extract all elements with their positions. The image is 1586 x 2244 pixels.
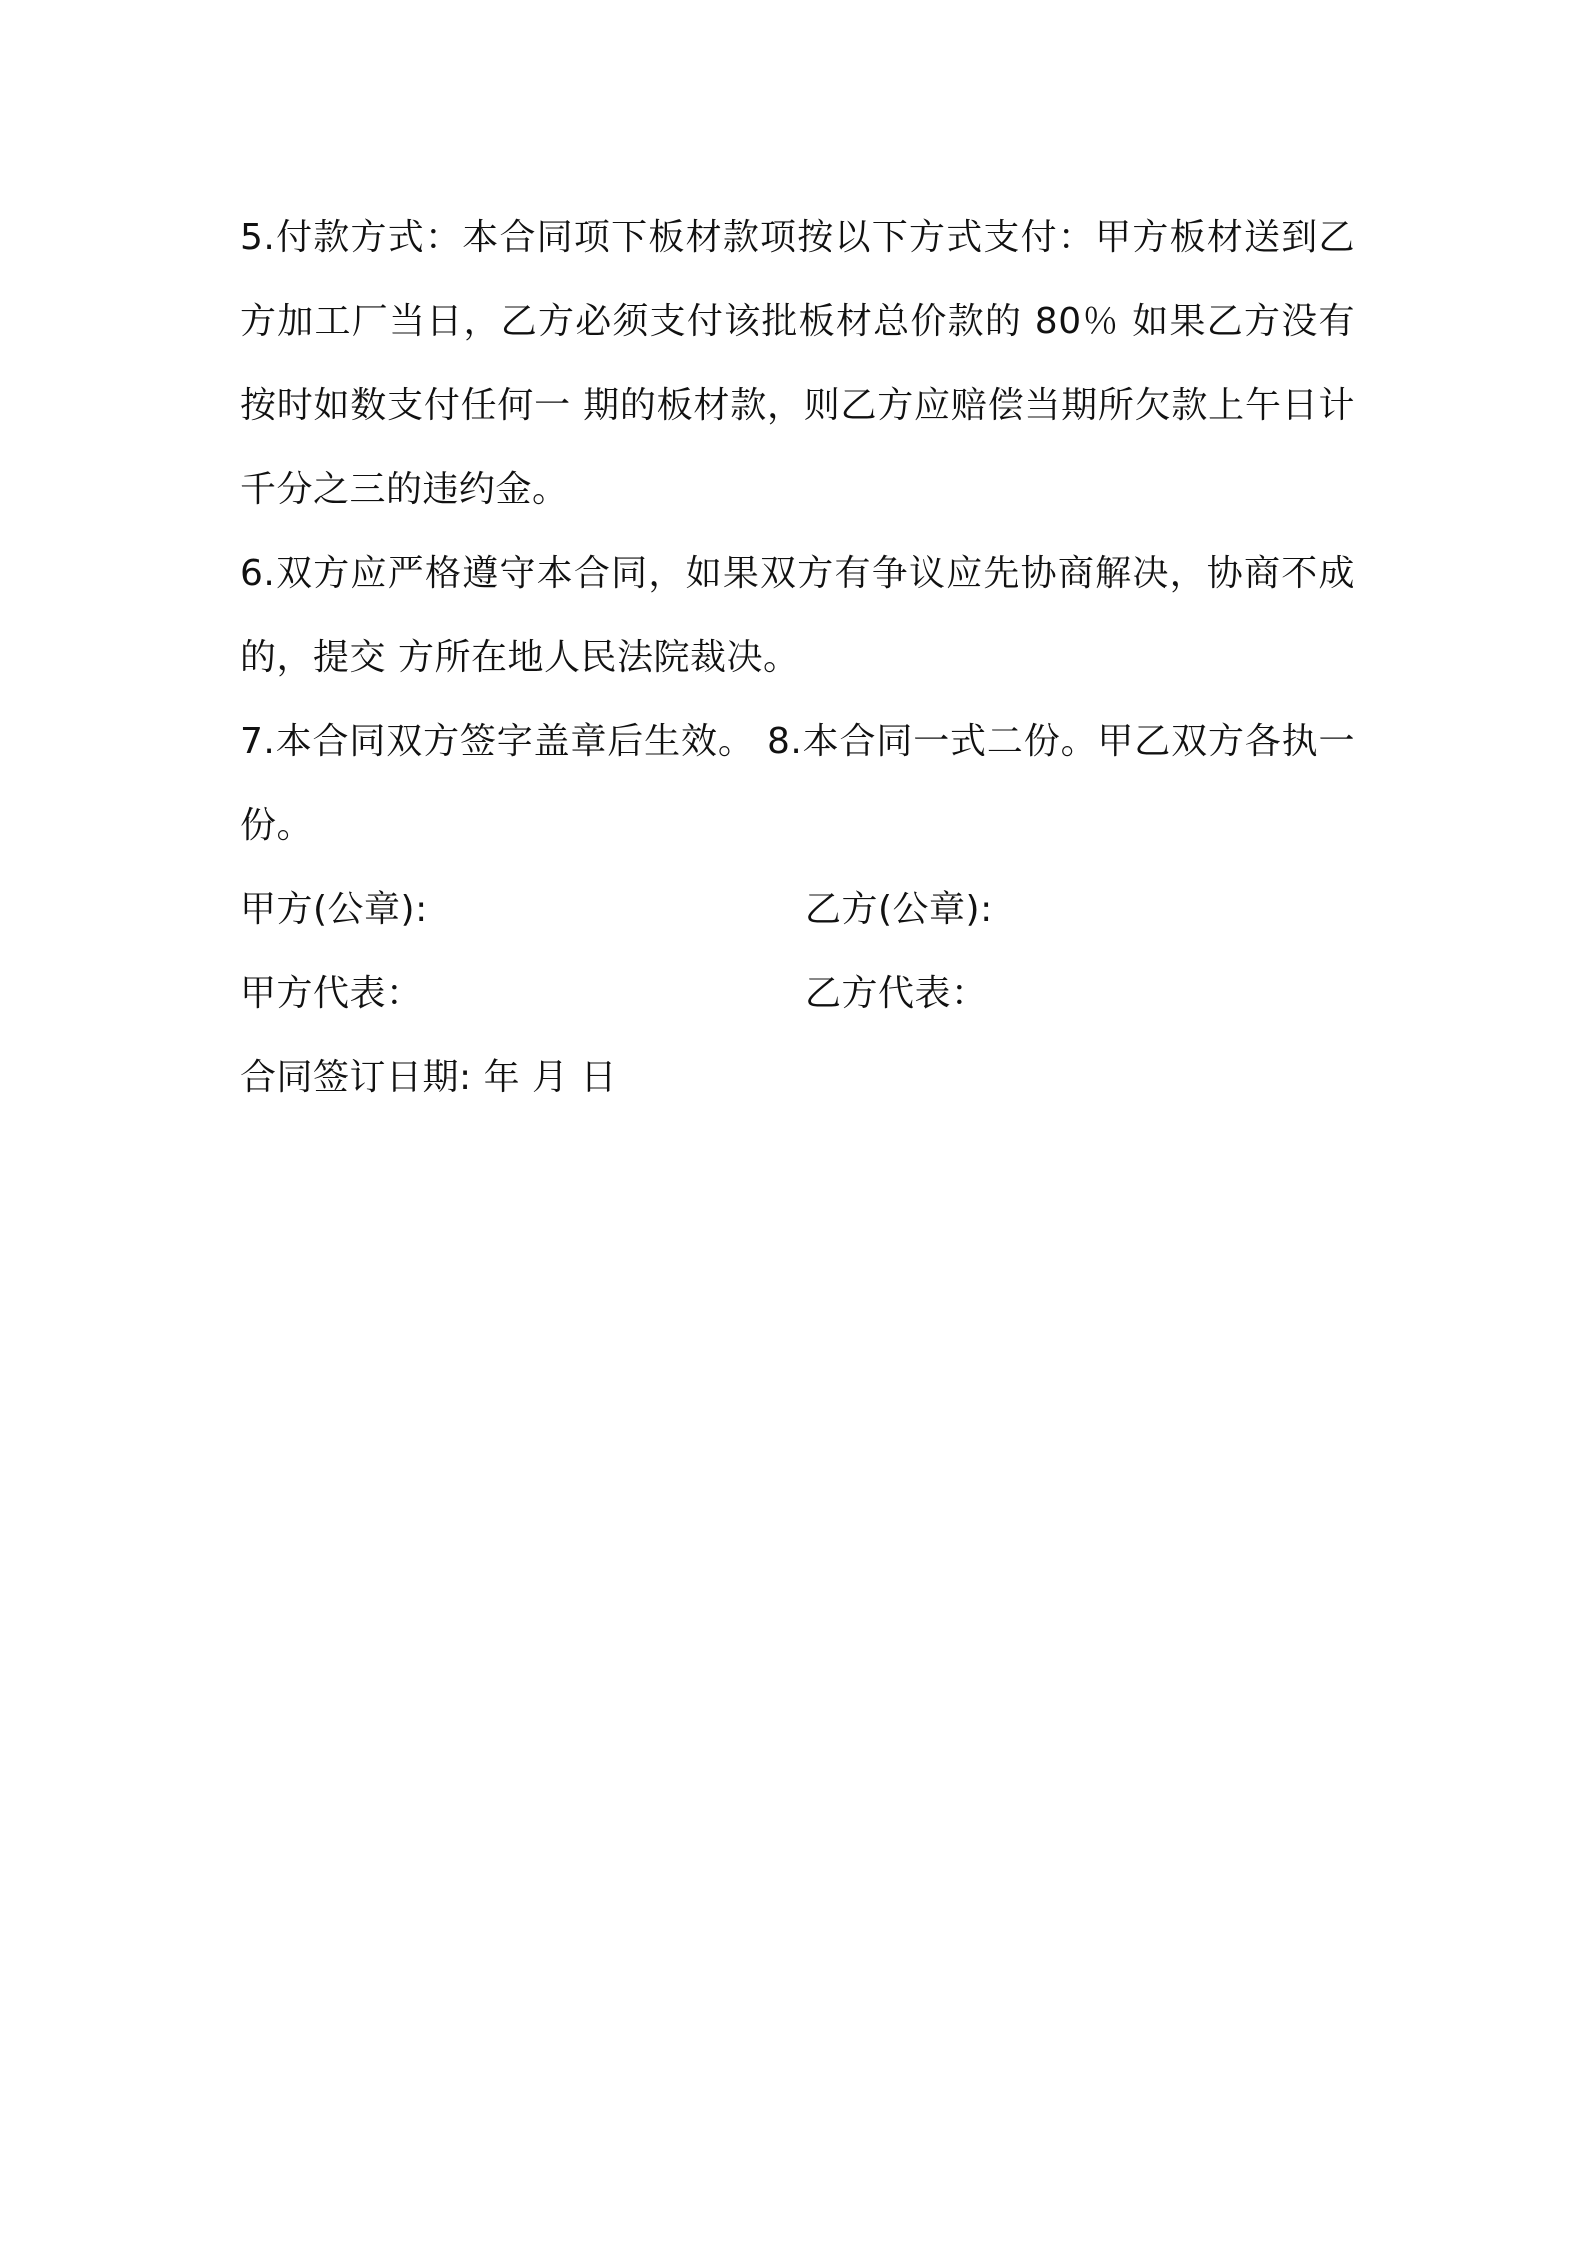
party-a-seal-label: 甲方(公章): xyxy=(240,889,428,930)
seal-row xyxy=(240,868,1355,952)
party-b-rep-label: 乙方代表： xyxy=(805,973,988,1014)
contract-body xyxy=(240,196,1355,1120)
clause-7-8-effect: 7.本合同双方签字盖章后生效。 8.本合同一式二份。甲乙双方各执一份。 xyxy=(240,721,1355,846)
signing-date-line: 合同签订日期: 年 月 日 xyxy=(240,1057,617,1098)
clause-6-dispute: 6.双方应严格遵守本合同，如果双方有争议应先协商解决，协商不成的，提交 方所在地人民法院裁决。 xyxy=(240,553,1355,678)
clause-5-payment: 5.付款方式：本合同项下板材款项按以下方式支付：甲方板材送到乙方加工厂当日，乙方必须支付该批板材总价款的 80％ 如果乙方没有按时如数支付任何一 期的板材款，则乙方应赔偿当期所欠款上午日计千分之三的违约金。 xyxy=(240,217,1355,510)
party-b-seal-label: 乙方(公章): xyxy=(805,889,993,930)
representative-row xyxy=(240,952,1355,1036)
party-a-rep-label: 甲方代表： xyxy=(240,973,423,1014)
